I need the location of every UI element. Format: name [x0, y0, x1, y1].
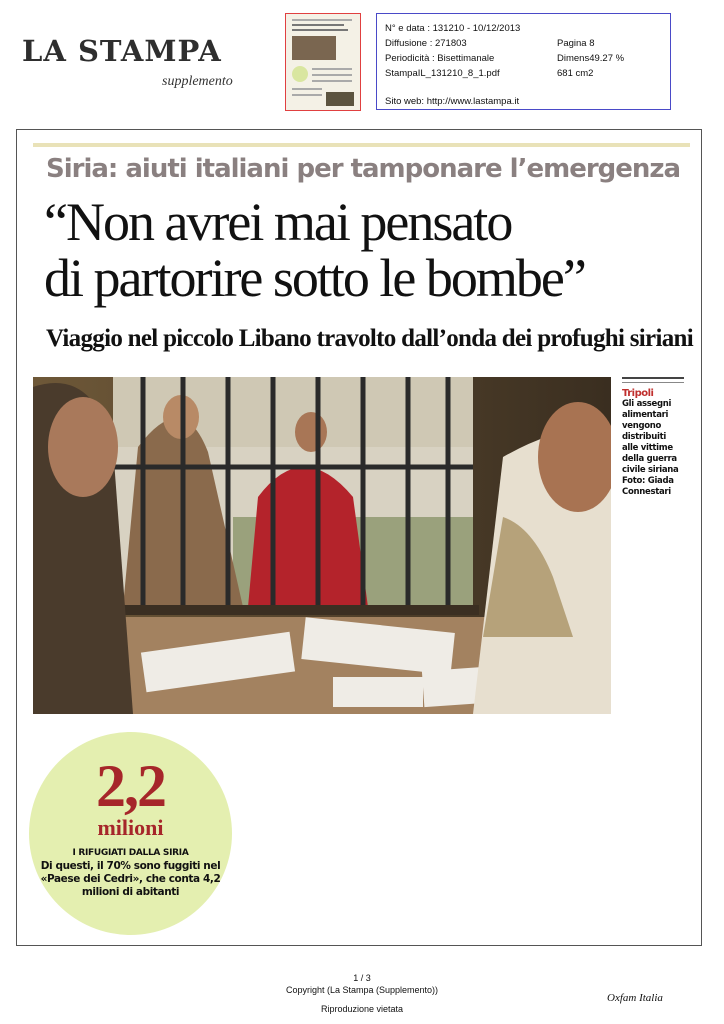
- file-name: StampaIL_131210_8_1.pdf: [385, 68, 500, 79]
- press-info-box: [376, 13, 671, 110]
- copyright: Copyright (La Stampa (Supplemento)): [285, 985, 439, 995]
- top-rule: [33, 143, 690, 147]
- stat-label: I RIFUGIATI DALLA SIRIA: [72, 848, 189, 858]
- website[interactable]: Sito web: http://www.lastampa.it: [385, 96, 520, 107]
- thumbnail-line: [292, 29, 348, 31]
- article-photo: [33, 377, 611, 714]
- periodicity: Periodicità : Bisettimanale: [385, 53, 495, 64]
- masthead: [22, 34, 262, 89]
- rights-notice: Riproduzione vietata: [320, 1004, 404, 1014]
- thumbnail-line: [292, 94, 322, 96]
- thumbnail-line: [312, 74, 352, 76]
- caption-rule: [622, 377, 684, 383]
- stat-description: Di questi, il 70% sono fuggiti nel «Paese dei Cedri», che conta 4,2 milioni di abitanti: [40, 860, 221, 898]
- number-date: N° e data : 131210 - 10/12/2013: [385, 23, 521, 34]
- client-brand: Oxfam Italia: [607, 992, 663, 1004]
- photo-caption: [622, 377, 684, 498]
- thumbnail-line: [312, 68, 352, 70]
- stat-unit: milioni: [97, 815, 164, 840]
- thumbnail-photo: [292, 36, 336, 60]
- stat-circle: [29, 732, 232, 935]
- thumbnail-line: [292, 88, 322, 90]
- stat-value: 2,2: [96, 753, 165, 819]
- photo-illustration: [33, 377, 611, 714]
- dimensions: Dimens49.27 %: [557, 53, 625, 64]
- area: 681 cm2: [557, 68, 594, 79]
- article-deck: Viaggio nel piccolo Libano travolto dall’onda dei profughi siriani: [46, 325, 693, 352]
- thumbnail-photo: [326, 92, 354, 106]
- newspaper-logo: LA STAMPA: [22, 34, 222, 68]
- thumbnail-circle: [292, 66, 308, 82]
- article-headline: [44, 194, 585, 306]
- page-number: Pagina 8: [557, 38, 595, 49]
- page-thumbnail[interactable]: [285, 13, 361, 111]
- thumbnail-line: [292, 19, 352, 21]
- page-count: 1 / 3: [353, 973, 371, 983]
- thumbnail-line: [292, 24, 344, 26]
- caption-place: Tripoli: [622, 388, 654, 399]
- circulation: Diffusione : 271803: [385, 38, 467, 49]
- supplement-label: supplemento: [162, 74, 233, 89]
- headline-line-2: di partorire sotto le bombe”: [44, 248, 585, 308]
- article-kicker: Siria: aiuti italiani per tamponare l’emergenza: [46, 154, 681, 184]
- headline-line-1: “Non avrei mai pensato: [44, 192, 512, 252]
- thumbnail-line: [312, 80, 352, 82]
- caption-text: Gli assegni alimentari vengono distribuiti alle vittime della guerra civile siriana Foto: Giada Connestari: [622, 399, 679, 497]
